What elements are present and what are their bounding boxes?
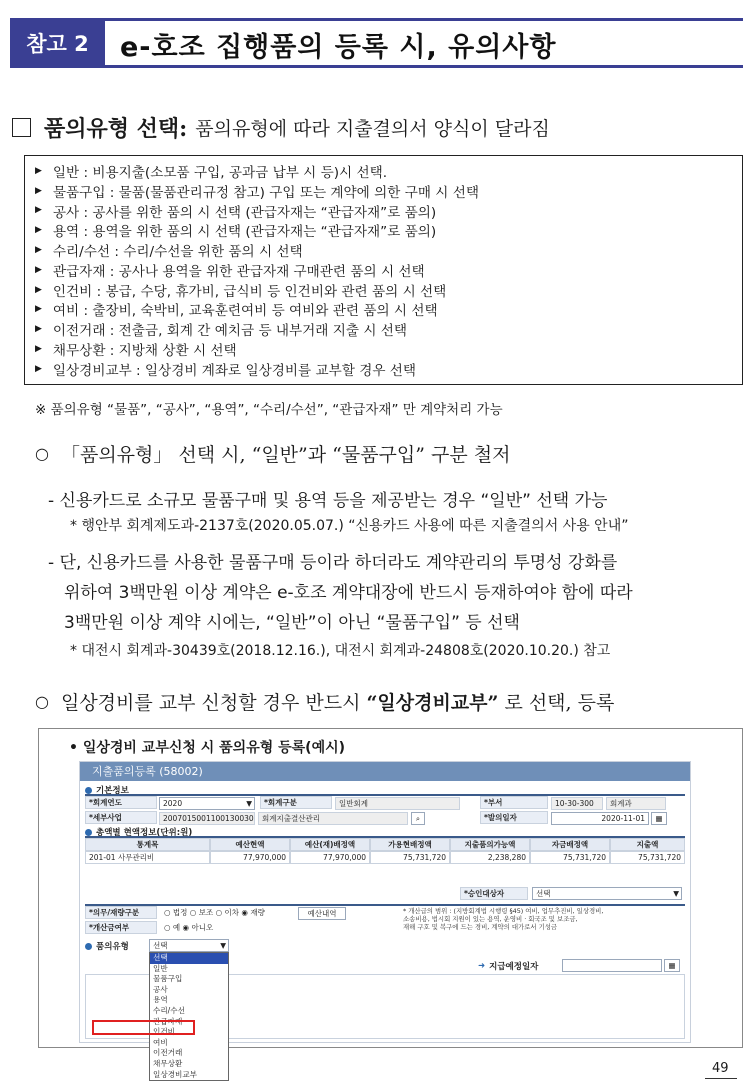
approximate-payment-note: * 개산급의 범위 : (지방회계법 시행령 §45) 여비, 업무추진비, 일상경비, 소송비용, 법시회 지원이 있는 용역, 운영비 · 회국조 및 보조금, 재해 구호 및 복구에 드는 경비, 계약의 대가로서 기성금 [403,907,604,931]
list-item: ▶ 이전거래 : 전출금, 회계 간 예치금 등 내부거래 지출 시 선택 [35,323,408,340]
list-item: ▶ 여비 : 출장비, 숙박비, 교육훈련여비 등 여비와 관련 품의 시 선택 [35,303,438,320]
label-approver: *승인대상자 [460,887,528,900]
dropdown-option[interactable]: 일반 [153,963,168,973]
approver-select[interactable]: 선택 ▼ [532,887,682,900]
circle-bullet-icon: ○ [35,692,49,711]
page-title: e-호조 집행품의 등록 시, 유의사항 [120,32,557,63]
label-fiscal-year: *회계연도 [85,796,157,809]
section-heading-strong: 품의유형 선택: [44,116,188,142]
list-item: ▶ 일상경비교부 : 일상경비 계좌로 일상경비를 교부할 경우 선택 [35,362,417,379]
dropdown-option[interactable]: 채무상환 [153,1058,183,1068]
account-type-field[interactable]: 일반회계 [335,797,460,810]
circle-bullet-icon: ○ [35,444,49,463]
dropdown-option[interactable]: 관급자재 [153,1016,183,1026]
basic-info-table [85,794,685,823]
column-header: 예산현액 [210,838,290,851]
column-header: 지출품의가능액 [450,838,530,851]
bullet-dot-icon [85,829,92,836]
payment-date-label: ➜ 지급예정일자 [478,961,539,972]
table-cell: 75,731,720 [370,851,450,864]
page-number-underline [705,1078,737,1079]
triangle-bullet-icon: ▶ [35,165,42,176]
section-heading-rest: 품의유형에 따라 지출결의서 양식이 달라짐 [195,118,550,140]
page-number: 49 [712,1061,729,1076]
triangle-bullet-icon: ▶ [35,205,42,216]
basic-info-heading: 기본정보 [85,784,129,796]
contract-note: ※ 품의유형 “물품”, “공사”, “용역”, “수리/수선”, “관급자재” 만 계약처리 가능 [35,402,503,418]
department-code-field[interactable]: 10-30-300 [551,797,603,810]
triangle-bullet-icon: ▶ [35,284,42,295]
proposal-date-field[interactable]: 2020-11-01 [551,812,649,825]
label-approximate-payment: *개산금여부 [85,921,157,934]
table-cell: 2,238,280 [450,851,530,864]
column-header: 예산(재)배정액 [290,838,370,851]
label-department: *부서 [480,796,548,809]
triangle-bullet-icon: ▶ [35,324,42,335]
bullet-dot-icon [85,787,92,794]
dropdown-option[interactable]: 선택 [150,953,228,964]
dropdown-option[interactable]: 공사 [153,984,168,994]
list-item: ▶ 공사 : 공사를 위한 품의 시 선택 (관급자재는 “관급자재”로 품의) [35,204,437,221]
dropdown-option[interactable]: 용역 [153,995,168,1005]
duty-type-radio-group[interactable]: ○ 법정 ○ 보조 ○ 이차 ◉ 재량 [164,908,265,917]
list-item: ▶ 인건비 : 봉급, 수당, 휴가비, 급식비 등 인건비와 관련 품의 시 선택 [35,283,447,300]
bullet-daily-expense: ○ 일상경비를 교부 신청할 경우 반드시 “일상경비교부” 로 선택, 등록 [35,692,615,714]
table-cell: 75,731,720 [530,851,610,864]
payment-date-field[interactable] [562,959,662,972]
checkbox-square-icon [12,118,31,137]
budget-table [85,836,685,862]
contract-transparency-line-1: - 단, 신용카드를 사용한 물품구매 등이라 하더라도 계약관리의 투명성 강화를 [48,553,618,573]
label-detail-project: *세부사업 [85,811,157,824]
triangle-bullet-icon: ▶ [35,225,42,236]
triangle-bullet-icon: ▶ [35,363,42,374]
example-title: • 일상경비 교부신청 시 품의유형 등록(예시) [69,740,346,756]
bullet-general-vs-goods: ○ 「품의유형」 선택 시, “일반”과 “물품구입” 구분 철저 [35,444,511,466]
triangle-bullet-icon: ▶ [35,264,42,275]
table-cell: 77,970,000 [290,851,370,864]
column-header: 가용현배정액 [370,838,450,851]
bullet-dot-icon [85,943,92,950]
credit-card-note: - 신용카드로 소규모 물품구매 및 용역 등을 제공받는 경우 “일반” 선택 가능 [48,491,608,511]
column-header: 통계목 [85,838,210,851]
dropdown-arrow-icon: ▼ [220,941,226,950]
section-heading [12,112,550,143]
label-account-type: *회계구분 [260,796,332,809]
fiscal-year-select[interactable]: 2020 ▼ [159,797,255,810]
highlight-box [92,1020,195,1035]
triangle-bullet-icon: ▶ [35,245,42,256]
budget-info-heading: 총액별 현액정보(단위:원) [85,826,192,838]
table-cell: 75,731,720 [610,851,685,864]
dropdown-arrow-icon: ▼ [673,889,679,898]
table-cell[interactable]: 201-01 사무관리비 [85,851,210,864]
proposal-type-label: 품의유형 [85,940,129,952]
triangle-bullet-icon: ▶ [35,304,42,315]
proposal-type-select[interactable]: 선택 ▼ [149,939,229,952]
list-item: ▶ 용역 : 용역을 위한 품의 시 선택 (관급자재는 “관급자재”로 품의) [35,224,437,241]
contract-transparency-line-2: 위하여 3백만원 이상 계약은 e-호조 계약대장에 반드시 등재하여야 함에 따라 [64,583,633,603]
dropdown-option-daily-expense[interactable]: 일상경비교부 [153,1069,198,1079]
detail-project-name-field[interactable]: 회계지출결산관리 [258,812,408,825]
arrow-right-icon: ➜ [478,961,486,971]
reference-tag: 참고 2 [10,21,105,65]
duty-table [85,904,685,932]
list-item: ▶ 물품구입 : 물품(물품관리규정 참고) 구입 또는 계약에 의한 구매 시 선택 [35,184,480,201]
table-cell: 77,970,000 [210,851,290,864]
dropdown-option[interactable]: 이전거래 [153,1048,183,1058]
dropdown-option[interactable]: 인건비 [153,1027,176,1037]
reference-note-2: * 대전시 회계과-30439호(2018.12.16.), 대전시 회계과-24808호(2020.10.20.) 참고 [70,643,611,659]
screen-title: 지출품의등록 (58002) [80,762,690,781]
column-header: 자금배정액 [530,838,610,851]
detail-project-code-field[interactable]: 2007015001100130030 [159,812,255,825]
label-duty-type: *의무/재량구분 [85,906,157,919]
contract-transparency-line-3: 3백만원 이상 계약 시에는, “일반”이 아닌 “물품구입” 등 선택 [64,613,520,633]
list-item: ▶ 관급자재 : 공사나 용역을 위한 관급자재 구매관련 품의 시 선택 [35,263,425,280]
triangle-bullet-icon: ▶ [35,185,42,196]
search-icon[interactable]: ⌕ [411,812,425,825]
list-item: ▶ 수리/수선 : 수리/수선을 위한 품의 시 선택 [35,244,303,261]
reference-note-1: * 행안부 회계제도과-2137호(2020.05.07.) “신용카드 사용에 따른 지출결의서 사용 안내” [70,518,629,534]
dropdown-option[interactable]: 수리/수선 [153,1005,185,1015]
triangle-bullet-icon: ▶ [35,344,42,355]
column-header: 지출액 [610,838,685,851]
department-name-field[interactable]: 회계과 [606,797,666,810]
type-list-box [24,155,743,385]
dropdown-option[interactable]: 여비 [153,1037,168,1047]
dropdown-option[interactable]: 물품구입 [153,974,183,984]
proposal-type-dropdown-list [149,952,229,1081]
approximate-payment-radio-group[interactable]: ○ 예 ◉ 아니오 [164,923,214,932]
list-item: ▶ 일반 : 비용지출(소모품 구입, 공과금 납부 시 등)시 선택. [35,164,388,181]
label-proposal-date: *발의일자 [480,811,548,824]
page-header [10,18,743,68]
list-item: ▶ 채무상환 : 지방채 상환 시 선택 [35,343,237,360]
screenshot-window [79,761,691,1079]
budget-detail-button[interactable]: 예산내역 [298,907,346,920]
calendar-icon[interactable]: ▦ [664,959,680,972]
calendar-icon[interactable]: ▦ [651,812,667,825]
dropdown-arrow-icon: ▼ [246,799,252,808]
